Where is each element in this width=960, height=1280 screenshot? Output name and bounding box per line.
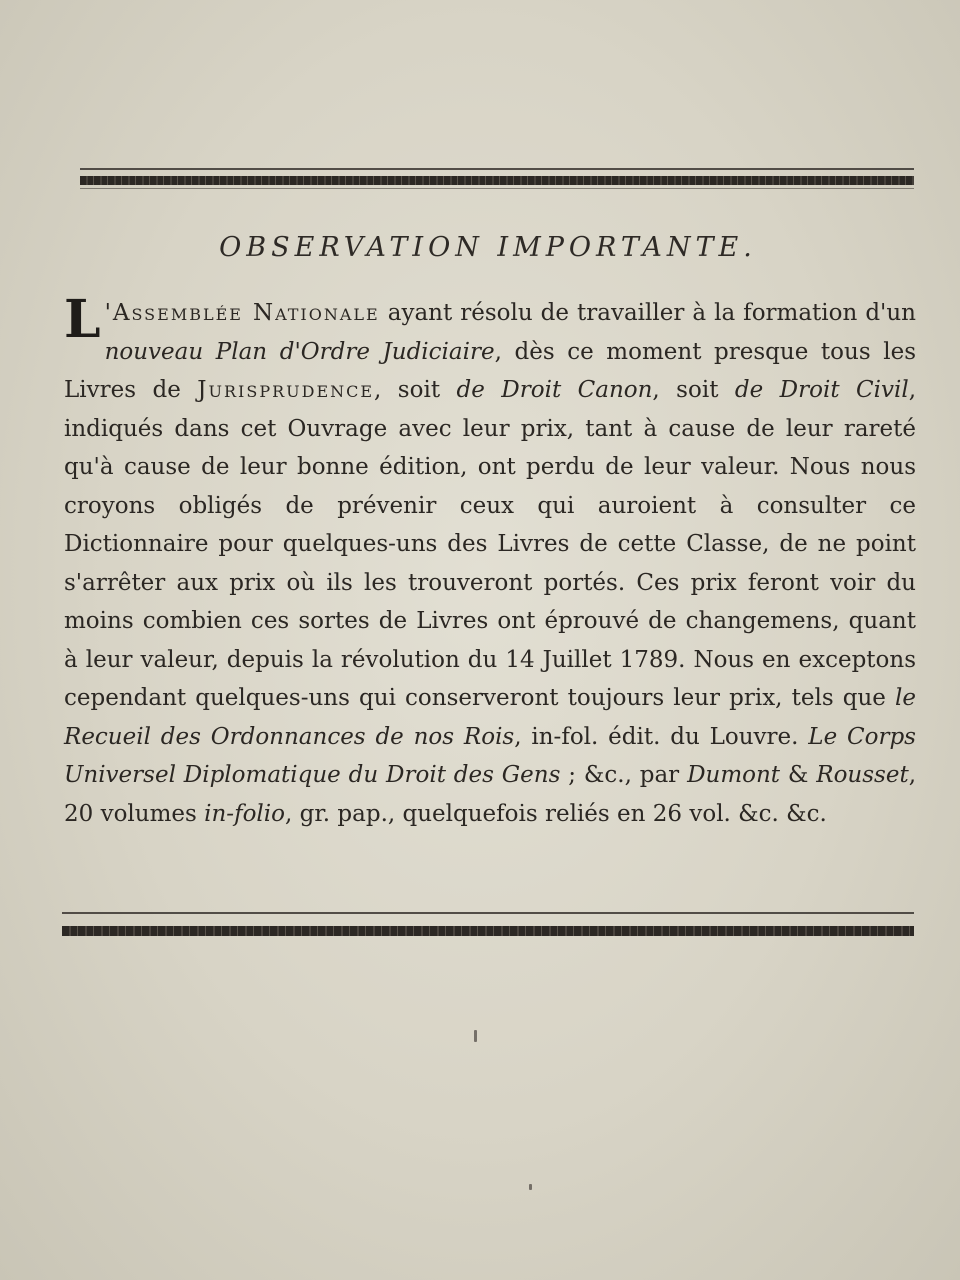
text-segment: , soit <box>374 377 457 403</box>
text-segment: , gr. pap., quelquefois reliés en 26 vol. &c. &c. <box>284 800 827 827</box>
top-rule-thin-line <box>80 168 914 170</box>
text-segment: , dès ce moment presque tous les Livres de <box>64 338 916 403</box>
text-segment: , soit <box>652 377 735 403</box>
page-heading: OBSERVATION IMPORTANTE. <box>219 232 757 263</box>
top-rule-hairline <box>80 188 914 189</box>
top-ornamental-rule <box>62 166 914 198</box>
text-segment: & <box>780 762 817 788</box>
bottom-ornamental-rule <box>62 908 914 944</box>
drop-cap: L <box>64 289 101 350</box>
text-segment: ; &c., par <box>560 762 688 788</box>
bottom-rule-thin-line <box>62 912 914 914</box>
text-segment: in-folio <box>204 800 285 827</box>
paper-speck <box>474 1030 477 1042</box>
text-segment: Rousset <box>816 762 909 788</box>
paper-speck <box>529 1184 532 1190</box>
text-segment: nouveau Plan d'Ordre Judiciaire <box>104 338 495 365</box>
top-rule-thick-line <box>80 176 914 185</box>
paragraph-text <box>64 289 917 833</box>
text-segment: , indiqués dans cet Ouvrage avec leur prix, tant à cause de leur rareté qu'à cause de leur bonne édition, ont perdu de leur valeur. Nous nous croyons obligés de prévenir ceux qui auroient à consulter ce Dictionnaire pour quelques-uns des Livres de cette Classe, de ne point s'arrêter aux prix où ils les trouveront portés. Ces prix feront voir du moins combien ces sortes de Livres ont éprouvé de changemens, quant à leur valeur, depuis la révolution du 14 Juillet 1789. Nous en exceptons cependant quelques-uns qui conserveront toujours leur prix, tels que <box>64 377 916 711</box>
text-segment: Dumont <box>687 762 781 788</box>
text-segment: Le Corps Universel Diplomatique du Droit des Gens <box>64 723 916 788</box>
text-segment: , 20 volumes <box>64 762 917 827</box>
text-segment: Jurisprudence <box>197 377 375 403</box>
text-segment: de Droit Civil <box>734 377 909 403</box>
text-segment: de Droit Canon <box>456 377 653 403</box>
text-segment: , in-fol. édit. du Louvre. <box>514 723 809 750</box>
observation-paragraph <box>64 289 917 833</box>
text-segment: 'Assemblée Nationale <box>104 300 380 326</box>
text-segment: ayant résolu de travailler à la formation d'un <box>379 300 916 326</box>
bottom-rule-thick-line <box>62 926 914 936</box>
text-segment: le Recueil des Ordonnances de nos Rois <box>64 685 916 750</box>
